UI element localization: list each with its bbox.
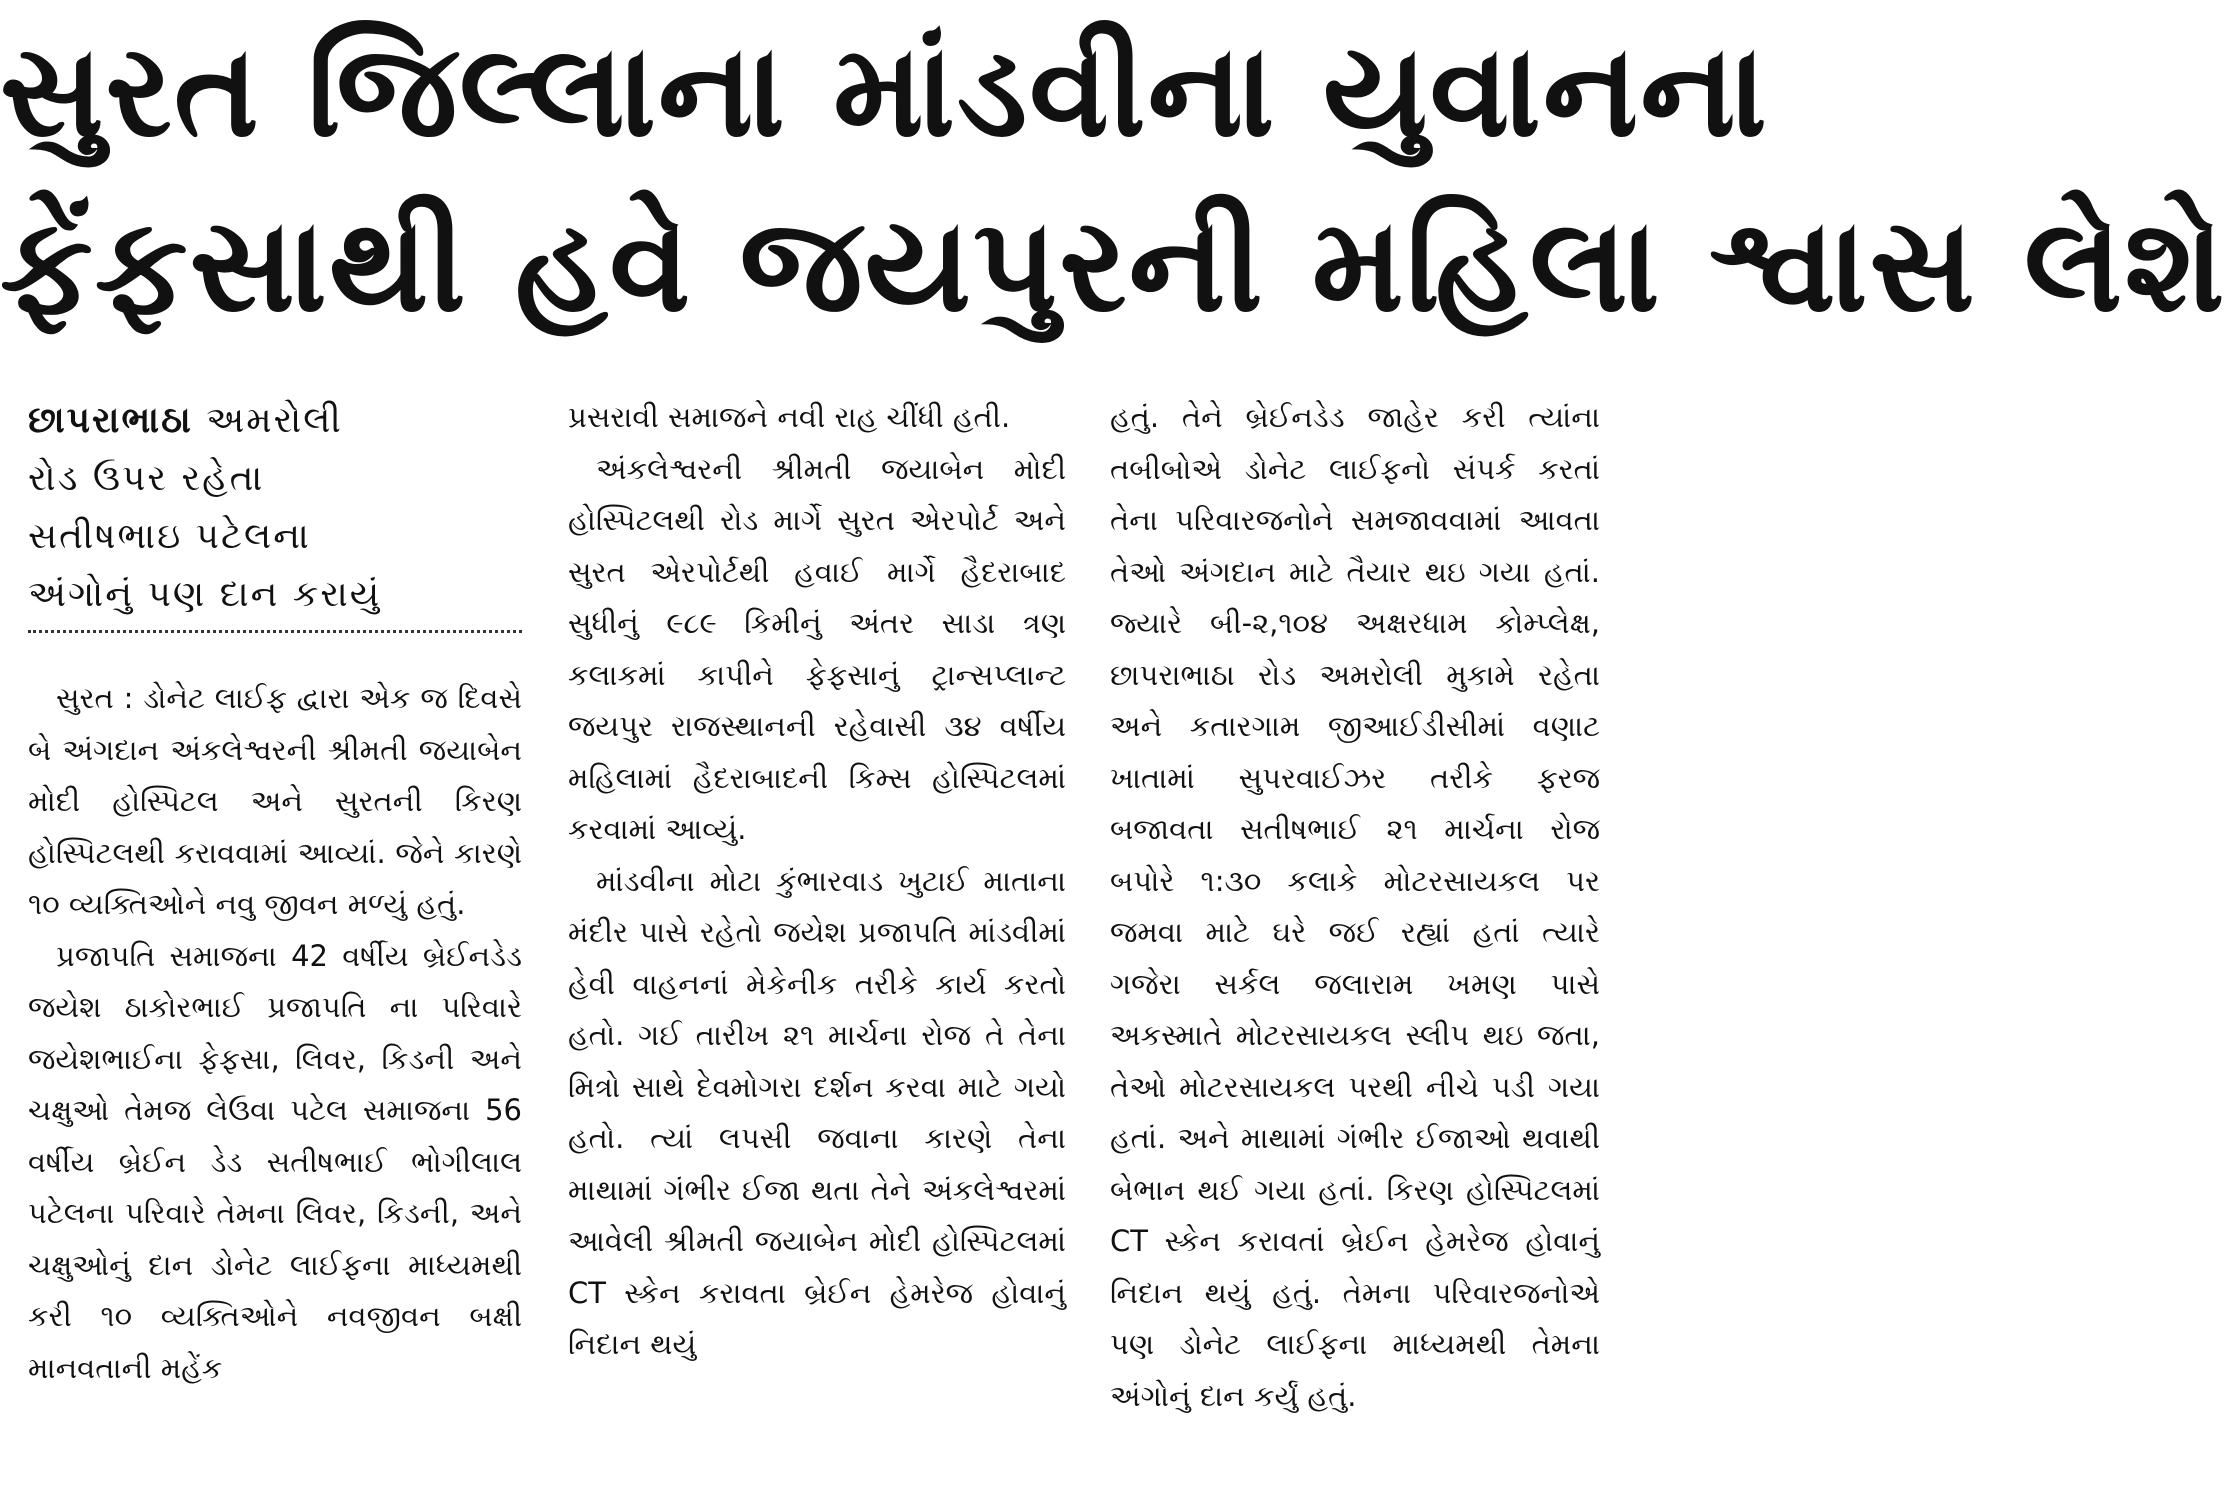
kicker-line-4: અંગોનું પણ દાન કરાયું [28,574,382,615]
kicker-line-1-rest: અમરોલી [192,400,343,441]
col1-paragraph-1: સુરત : ડોનેટ લાઈફ દ્વારા એક જ દિવસે બે અંગદાન અંકલેશ્વરની શ્રીમતી જયાબેન મોદી હોસ્પિટલ અને સુરતની કિરણ હોસ્પિટલથી કરાવવામાં આવ્યાં. જેને કારણે ૧૦ વ્યક્તિઓને નવુ જીવન મળ્યું હતું. [28,681,522,921]
kicker [28,392,522,624]
headline-line-1: સુરત જિલ્લાના માંડવીના યુવાનના [0,17,1769,166]
col2-paragraph-1: પ્રસરાવી સમાજને નવી રાહ ચીંધી હતી. [568,400,1011,434]
article-column-1 [28,392,522,1502]
kicker-line-2: રોડ ઉપર રહેતા [28,458,265,499]
col2-paragraph-2: અંકલેશ્વરની શ્રીમતી જયાબેન મોદી હોસ્પિટલથી રોડ માર્ગે સુરત એરપોર્ટ અને સુરત એરપોર્ટથી હવાઈ માર્ગે હૈદરાબાદ સુધીનું ૯૮૯ કિમીનું અંતર સાડા ત્રણ કલાકમાં કાપીને ફેફસાનું ટ્રાન્સપ્લાન્ટ જયપુર રાજસ્થાનની રહેવાસી ૩૪ વર્ષીય મહિલામાં હૈદરાબાદની કિમ્સ હોસ્પિટલમાં કરવામાં આવ્યું. [568,451,1066,846]
kicker-line-1 [28,392,522,450]
col1-paragraph-2: પ્રજાપતિ સમાજના 42 વર્ષીય બ્રેઈનડેડ જયેશ ઠાકોરભાઈ પ્રજાપતિ ના પરિવારે જયેશભાઈના ફેફસા, લિવર, કિડની અને ચક્ષુઓ તેમજ લેઉવા પટેલ સમાજના 56 વર્ષીય બ્રેઈન ડેડ સતીષભાઈ ભોગીલાલ પટેલના પરિવારે તેમના લિવર, કિડની, અને ચક્ષુઓનું દાન ડોનેટ લાઈફના માધ્યમથી કરી ૧૦ વ્યક્તિઓને નવજીવન બક્ષી માનવતાની મહેંક [28,938,522,1385]
kicker-line-3: સતીષભાઇ પટેલના [28,516,311,557]
headline-line-2: ફેંફસાથી હવે જયપુરની મહિલા શ્વાસ લેશે [0,189,2227,341]
col3-paragraph-1: હતું. તેને બ્રેઈનડેડ જાહેર કરી ત્યાંના તબીબોએ ડોનેટ લાઈફનો સંપર્ક કરતાં તેના પરિવારજનોને સમજાવવામાં આવતા તેઓ અંગદાન માટે તૈયાર થઇ ગયા હતાં. જ્યારે બી-૨,૧૦૪ અક્ષરધામ કોમ્પ્લેક્ષ, છાપરાભાઠા રોડ અમરોલી મુકામે રહેતા અને કતારગામ જીઆઈડીસીમાં વણાટ ખાતામાં સુપરવાઈઝર તરીકે ફરજ બજાવતા સતીષભાઈ ૨૧ માર્ચના રોજ બપોરે ૧:૩૦ કલાકે મોટરસાયકલ પર જમવા માટે ઘરે જઈ રહ્યાં હતાં ત્યારે ગજેરા સર્કલ જલારામ ખમણ પાસે અકસ્માતે મોટરસાયકલ સ્લીપ થઇ જતા, તેઓ મોટરસાયકલ પરથી નીચે પડી ગયા હતાં. અને માથામાં ગંભીર ઈજાઓ થવાથી બેભાન થઈ ગયા હતાં. કિરણ હોસ્પિટલમાં CT સ્કેન કરાવતાં બ્રેઈન હેમરેજ હોવાનું નિદાન થયું હતું. તેમના પરિવારજનોએ પણ ડોનેટ લાઈફના માધ્યમથી તેમના અંગોનું દાન કર્યું હતું. [1110,400,1600,1413]
article-column-2 [568,392,1066,1502]
col2-paragraph-3: માંડવીના મોટા કુંભારવાડ ખુટાઈ માતાના મંદીર પાસે રહેતો જયેશ પ્રજાપતિ માંડવીમાં હેવી વાહનનાં મેકેનીક તરીકે કાર્ય કરતો હતો. ગઈ તારીખ ૨૧ માર્ચના રોજ તે તેના મિત્રો સાથે દેવમોગરા દર્શન કરવા માટે ગયો હતો. ત્યાં લપસી જવાના કારણે તેના માથામાં ગંભીર ઈજા થતા તેને અંકલેશ્વરમાં આવેલી શ્રીમતી જયાબેન મોદી હોસ્પિટલમાં CT સ્કેન કરાવતા બ્રેઈન હેમરેજ હોવાનું નિદાન થયું [568,863,1066,1361]
kicker-box [28,392,522,633]
kicker-bold-place: છાપરાભાઠા [28,400,193,441]
article-column-3 [1110,392,1600,1502]
